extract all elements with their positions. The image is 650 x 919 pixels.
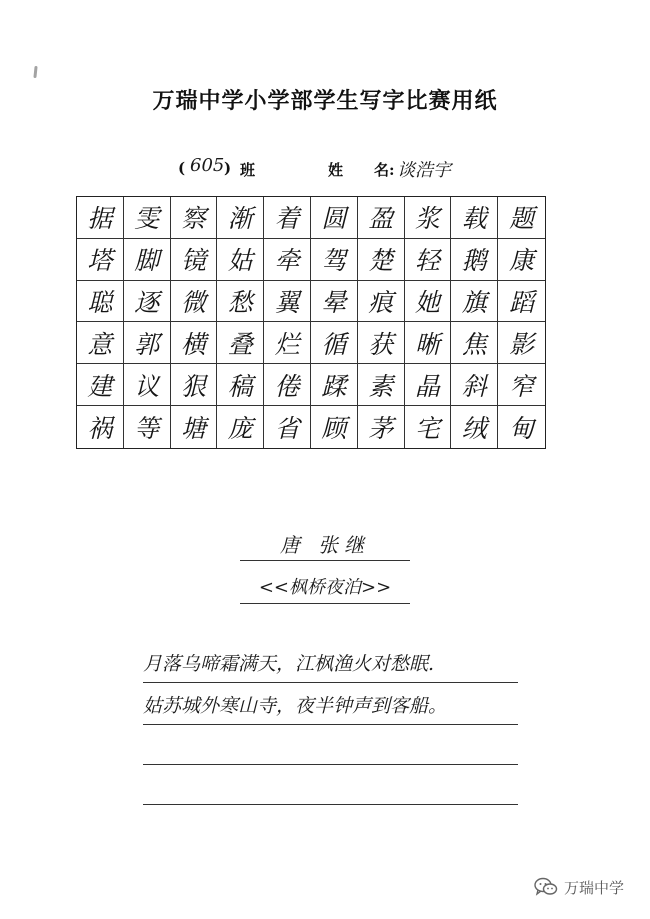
grid-cell: 驾 — [311, 239, 358, 281]
grid-cell: 绒 — [451, 406, 498, 448]
name-label: 名: — [374, 161, 395, 179]
grid-cell: 脚 — [124, 239, 171, 281]
grid-cell: 循 — [311, 322, 358, 364]
character-grid — [76, 196, 546, 449]
class-close-paren: ) — [224, 159, 232, 177]
grid-cell: 晕 — [311, 281, 358, 323]
grid-cell: 雯 — [124, 197, 171, 239]
grid-cell: 郭 — [124, 322, 171, 364]
grid-cell: 着 — [264, 197, 311, 239]
grid-cell: 盈 — [358, 197, 405, 239]
grid-cell: 等 — [124, 406, 171, 448]
poem-line-3 — [143, 728, 518, 765]
grid-cell: 叠 — [217, 322, 264, 364]
grid-cell: 察 — [171, 197, 218, 239]
grid-cell: 题 — [498, 197, 545, 239]
grid-cell: 窄 — [498, 364, 545, 406]
grid-cell: 庞 — [217, 406, 264, 448]
grid-cell: 圆 — [311, 197, 358, 239]
grid-cell: 楚 — [358, 239, 405, 281]
grid-cell: 稿 — [217, 364, 264, 406]
grid-cell: 姑 — [217, 239, 264, 281]
grid-cell: 塔 — [77, 239, 124, 281]
poem-title: <<枫桥夜泊>> — [240, 573, 410, 604]
student-info-row — [178, 155, 498, 185]
grid-cell: 康 — [498, 239, 545, 281]
grid-cell: 省 — [264, 406, 311, 448]
grid-cell: 据 — [77, 197, 124, 239]
grid-cell: 横 — [171, 322, 218, 364]
grid-cell: 鹅 — [451, 239, 498, 281]
poem-line-2: 姑苏城外寒山寺，夜半钟声到客船。 — [143, 688, 518, 725]
watermark-text: 万瑞中学 — [563, 878, 624, 897]
grid-cell: 祸 — [77, 406, 124, 448]
grid-cell: 影 — [498, 322, 545, 364]
grid-cell: 茅 — [358, 406, 405, 448]
name-value: 谈浩宇 — [397, 160, 451, 181]
grid-cell: 聪 — [77, 281, 124, 323]
grid-cell: 议 — [124, 364, 171, 406]
grid-cell: 旗 — [451, 281, 498, 323]
grid-cell: 镜 — [171, 239, 218, 281]
grid-cell: 浆 — [405, 197, 452, 239]
poem-author: 唐 张继 — [240, 530, 410, 561]
grid-cell: 微 — [171, 281, 218, 323]
grid-cell: 倦 — [264, 364, 311, 406]
grid-cell: 翼 — [264, 281, 311, 323]
grid-cell: 牵 — [264, 239, 311, 281]
grid-cell: 狠 — [171, 364, 218, 406]
class-value: 605 — [190, 155, 225, 176]
page-title: 万瑞中学小学部学生写字比赛用纸 — [152, 88, 498, 114]
class-open-paren: ( — [178, 159, 186, 177]
grid-cell: 获 — [358, 322, 405, 364]
grid-cell: 素 — [358, 364, 405, 406]
wechat-icon — [534, 877, 558, 897]
grid-cell: 意 — [77, 322, 124, 364]
poem-line-4 — [143, 768, 518, 805]
class-label: 班 — [240, 161, 256, 179]
grid-cell: 渐 — [217, 197, 264, 239]
grid-cell: 她 — [405, 281, 452, 323]
grid-cell: 轻 — [405, 239, 452, 281]
grid-cell: 塘 — [171, 406, 218, 448]
grid-cell: 晰 — [405, 322, 452, 364]
grid-cell: 载 — [451, 197, 498, 239]
grid-cell: 甸 — [509, 414, 535, 444]
grid-cell: 宅 — [405, 406, 452, 448]
grid-cell: 蹂 — [311, 364, 358, 406]
watermark — [534, 873, 624, 901]
grid-cell: 蹈 — [498, 281, 545, 323]
grid-cell: 逐 — [124, 281, 171, 323]
grid-cell: 建 — [77, 364, 124, 406]
surname-label: 姓 — [328, 161, 344, 179]
grid-cell: 烂 — [264, 322, 311, 364]
grid-cell: 愁 — [217, 281, 264, 323]
grid-cell: 晶 — [405, 364, 452, 406]
grid-cell: 顾 — [311, 406, 358, 448]
grid-cell: 焦 — [451, 322, 498, 364]
grid-cell: 痕 — [358, 281, 405, 323]
poem-line-1: 月落乌啼霜满天，江枫渔火对愁眠. — [143, 646, 518, 683]
scan-mark — [33, 66, 37, 78]
grid-cell: 斜 — [451, 364, 498, 406]
